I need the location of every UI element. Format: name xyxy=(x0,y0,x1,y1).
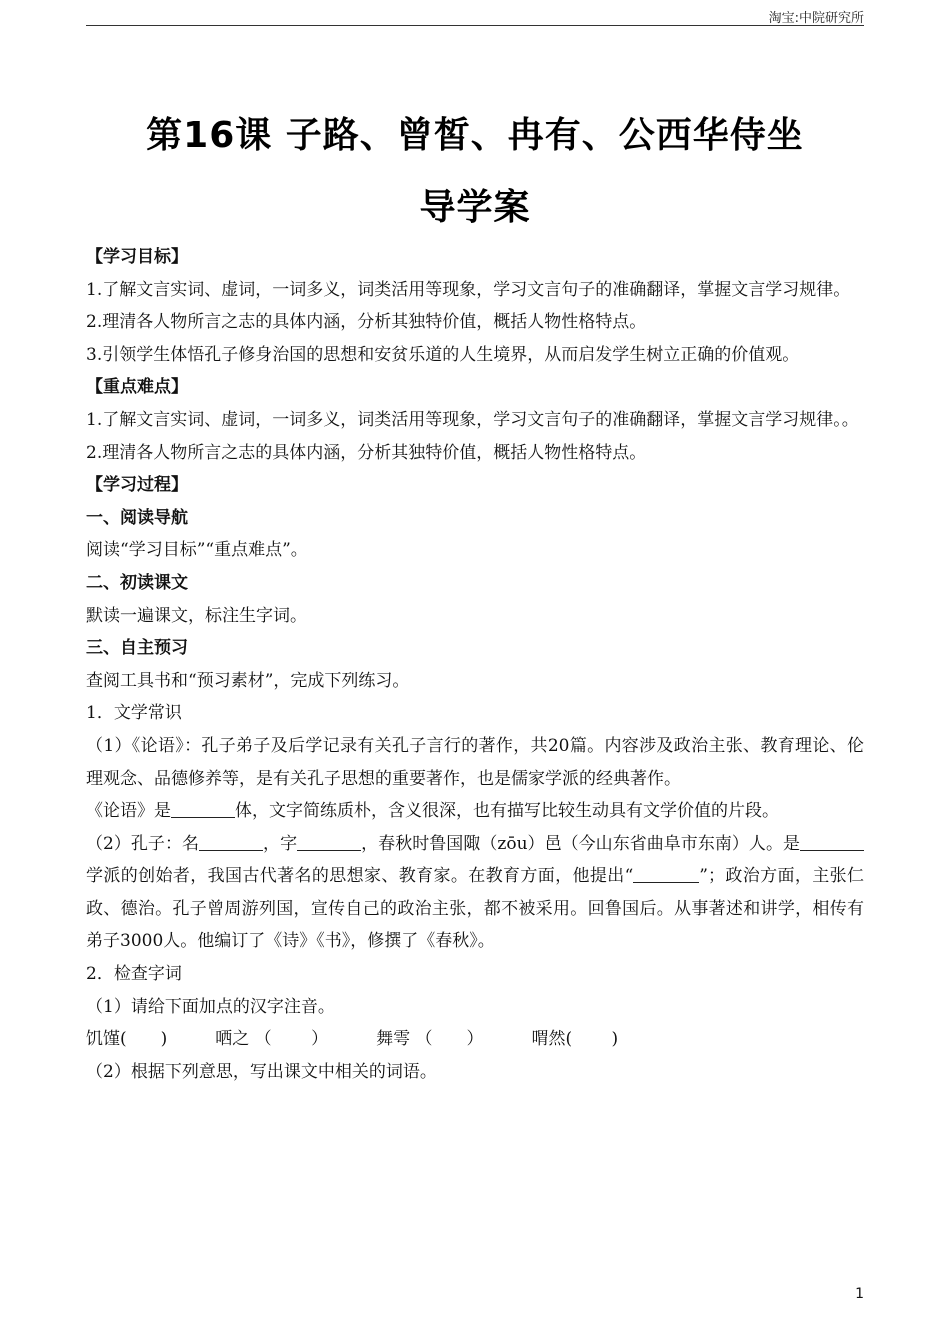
text-run: ，字 xyxy=(263,833,298,854)
fill-blank[interactable] xyxy=(689,866,699,883)
section-self-preview-text: 查阅工具书和“预习素材”，完成下列练习。 xyxy=(86,670,410,691)
pinyin-exercise-row xyxy=(86,1023,864,1056)
pinyin-item[interactable]: 舞雩 （ ） xyxy=(376,1029,484,1050)
text-run: 体，文字简练质朴，含义很深，也有描写比较生动具有文学价值的片段。 xyxy=(235,801,779,822)
fill-blank[interactable] xyxy=(800,834,864,851)
document-title: 第16课 子路、曾皙、冉有、公西华侍坐 xyxy=(146,115,804,156)
check-question-2: （2）根据下列意思，写出课文中相关的词语。 xyxy=(86,1061,437,1082)
document-subtitle: 导学案 xyxy=(419,187,531,228)
objectives-heading: 【学习目标】 xyxy=(86,247,188,267)
text-run: 《论语》是 xyxy=(86,801,171,822)
page-header xyxy=(86,0,864,26)
keypoints-heading: 【重点难点】 xyxy=(86,377,188,398)
page-number: 1 xyxy=(855,1286,864,1302)
check-words-heading: 2．检查字词 xyxy=(86,964,182,985)
document-body xyxy=(86,241,864,1088)
section-self-preview-heading: 三、自主预习 xyxy=(86,638,188,659)
objective-item: 2.理清各人物所言之志的具体内涵，分析其独特价值，概括人物性格特点。 xyxy=(86,312,647,333)
literature-paragraph-1: （1）《论语》：孔子弟子及后学记录有关孔子言行的著作，共20篇。内容涉及政治主张、教育理论、伦理观念、品德修养等，是有关孔子思想的重要著作，也是儒家学派的经典著作。 xyxy=(86,735,864,789)
section-first-reading-heading: 二、初读课文 xyxy=(86,572,188,593)
pinyin-item[interactable]: 饥馑( ) xyxy=(86,1029,168,1050)
header-source-text: 淘宝:中院研究所 xyxy=(768,11,864,26)
keypoint-item: 2.理清各人物所言之志的具体内涵，分析其独特价值，概括人物性格特点。 xyxy=(86,442,647,463)
process-heading: 【学习过程】 xyxy=(86,475,188,496)
text-run: ，春秋时鲁国陬（zōu）邑（今山东省曲阜市东南）人。是 xyxy=(361,833,801,854)
fill-blank[interactable] xyxy=(171,801,235,818)
literature-heading: 1．文学常识 xyxy=(86,703,182,724)
text-run: （2）孔子：名 xyxy=(86,833,200,854)
pinyin-item[interactable]: 哂之 （ ） xyxy=(215,1029,329,1050)
text-run: ”；政治方面，主张仁政、德治。孔子曾周游列国，宣传自己的政治主张，都不被采用。回鲁国后。从事著述和讲学，相传有弟子3000人。他编订了《诗》《书》，修撰了《春秋》。 xyxy=(86,866,864,952)
text-run: 学派的创始者，我国古代著名的思想家、教育家。在教育方面，他提出“ xyxy=(86,866,634,887)
objective-item: 1.了解文言实词、虚词，一词多义，词类活用等现象，学习文言句子的准确翻译，掌握文言学习规律。 xyxy=(86,279,851,300)
section-reading-guide-text: 阅读“学习目标”“重点难点”。 xyxy=(86,540,308,561)
fill-blank[interactable] xyxy=(297,834,361,851)
check-question-1: （1）请给下面加点的汉字注音。 xyxy=(86,996,335,1017)
fill-blank[interactable] xyxy=(633,866,689,883)
section-first-reading-text: 默读一遍课文，标注生字词。 xyxy=(86,605,307,626)
keypoint-item: 1.了解文言实词、虚词，一词多义，词类活用等现象，学习文言句子的准确翻译，掌握文言学习规律。。 xyxy=(86,409,859,430)
literature-paragraph-3 xyxy=(86,828,864,958)
literature-paragraph-2 xyxy=(86,795,864,828)
objective-item: 3.引领学生体悟孔子修身治国的思想和安贫乐道的人生境界，从而启发学生树立正确的价值观。 xyxy=(86,344,800,365)
fill-blank[interactable] xyxy=(199,834,263,851)
pinyin-item[interactable]: 喟然( ) xyxy=(531,1029,619,1050)
section-reading-guide-heading: 一、阅读导航 xyxy=(86,507,188,528)
